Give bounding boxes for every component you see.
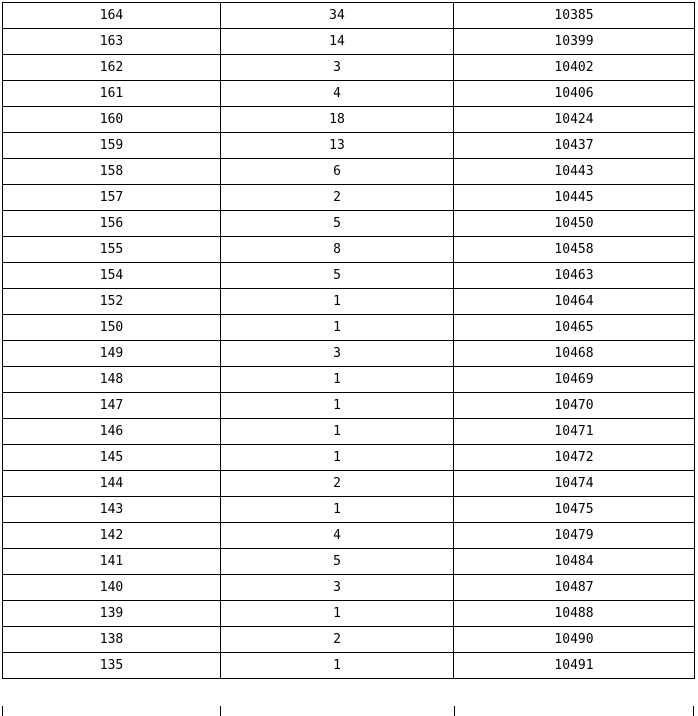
score-cell: 148 — [3, 367, 221, 393]
table-continuation — [2, 706, 694, 716]
column-divider — [220, 706, 221, 716]
score-cell: 143 — [3, 497, 221, 523]
score-cell: 150 — [3, 315, 221, 341]
count-cell: 1 — [221, 315, 454, 341]
table-row — [3, 159, 695, 185]
score-cell: 162 — [3, 55, 221, 81]
cumulative-cell: 10402 — [454, 55, 695, 81]
count-cell: 2 — [221, 185, 454, 211]
table-row — [3, 445, 695, 471]
score-cell: 146 — [3, 419, 221, 445]
table-row — [3, 107, 695, 133]
count-cell: 34 — [221, 3, 454, 29]
score-cell: 157 — [3, 185, 221, 211]
count-cell: 1 — [221, 367, 454, 393]
count-cell: 1 — [221, 601, 454, 627]
cumulative-cell: 10450 — [454, 211, 695, 237]
score-cell: 149 — [3, 341, 221, 367]
table-row — [3, 55, 695, 81]
table-row — [3, 81, 695, 107]
score-cell: 163 — [3, 29, 221, 55]
count-cell: 5 — [221, 263, 454, 289]
score-cell: 142 — [3, 523, 221, 549]
cumulative-cell: 10443 — [454, 159, 695, 185]
table-row — [3, 471, 695, 497]
count-cell: 13 — [221, 133, 454, 159]
table-row — [3, 393, 695, 419]
cumulative-cell: 10487 — [454, 575, 695, 601]
cumulative-cell: 10470 — [454, 393, 695, 419]
table-row — [3, 263, 695, 289]
score-cell: 154 — [3, 263, 221, 289]
cumulative-cell: 10491 — [454, 653, 695, 679]
table-row — [3, 575, 695, 601]
table-row — [3, 627, 695, 653]
cumulative-cell: 10437 — [454, 133, 695, 159]
count-cell: 6 — [221, 159, 454, 185]
count-cell: 18 — [221, 107, 454, 133]
score-cell: 152 — [3, 289, 221, 315]
cumulative-cell: 10464 — [454, 289, 695, 315]
score-cell: 138 — [3, 627, 221, 653]
cumulative-cell: 10479 — [454, 523, 695, 549]
score-cell: 135 — [3, 653, 221, 679]
cumulative-cell: 10484 — [454, 549, 695, 575]
count-cell: 3 — [221, 55, 454, 81]
table-row — [3, 367, 695, 393]
score-cell: 145 — [3, 445, 221, 471]
count-cell: 1 — [221, 419, 454, 445]
table-row — [3, 601, 695, 627]
cumulative-cell: 10445 — [454, 185, 695, 211]
count-cell: 1 — [221, 393, 454, 419]
cumulative-cell: 10424 — [454, 107, 695, 133]
count-cell: 14 — [221, 29, 454, 55]
cumulative-cell: 10406 — [454, 81, 695, 107]
score-cell: 141 — [3, 549, 221, 575]
count-cell: 2 — [221, 471, 454, 497]
table-row — [3, 3, 695, 29]
count-cell: 2 — [221, 627, 454, 653]
score-cell: 161 — [3, 81, 221, 107]
table-row — [3, 341, 695, 367]
count-cell: 3 — [221, 341, 454, 367]
cumulative-cell: 10469 — [454, 367, 695, 393]
table-row — [3, 29, 695, 55]
score-cell: 159 — [3, 133, 221, 159]
cumulative-cell: 10471 — [454, 419, 695, 445]
score-table-container — [2, 2, 694, 679]
cumulative-cell: 10399 — [454, 29, 695, 55]
score-cell: 139 — [3, 601, 221, 627]
score-cell: 164 — [3, 3, 221, 29]
cumulative-cell: 10465 — [454, 315, 695, 341]
cumulative-cell: 10488 — [454, 601, 695, 627]
table-row — [3, 497, 695, 523]
table-row — [3, 315, 695, 341]
count-cell: 1 — [221, 445, 454, 471]
count-cell: 5 — [221, 549, 454, 575]
score-cell: 144 — [3, 471, 221, 497]
table-row — [3, 185, 695, 211]
table-row — [3, 419, 695, 445]
column-divider — [454, 706, 455, 716]
count-cell: 1 — [221, 497, 454, 523]
score-cell: 147 — [3, 393, 221, 419]
cumulative-cell: 10458 — [454, 237, 695, 263]
table-row — [3, 211, 695, 237]
cumulative-cell: 10472 — [454, 445, 695, 471]
table-row — [3, 289, 695, 315]
count-cell: 4 — [221, 523, 454, 549]
cumulative-cell: 10385 — [454, 3, 695, 29]
table-row — [3, 133, 695, 159]
table-row — [3, 523, 695, 549]
count-cell: 5 — [221, 211, 454, 237]
count-cell: 1 — [221, 653, 454, 679]
cumulative-cell: 10475 — [454, 497, 695, 523]
table-row — [3, 237, 695, 263]
cumulative-cell: 10490 — [454, 627, 695, 653]
score-table — [2, 2, 695, 679]
score-cell: 155 — [3, 237, 221, 263]
count-cell: 8 — [221, 237, 454, 263]
score-cell: 160 — [3, 107, 221, 133]
cumulative-cell: 10468 — [454, 341, 695, 367]
table-row — [3, 653, 695, 679]
score-cell: 140 — [3, 575, 221, 601]
score-cell: 158 — [3, 159, 221, 185]
score-table-body — [3, 3, 695, 679]
score-cell: 156 — [3, 211, 221, 237]
count-cell: 1 — [221, 289, 454, 315]
table-row — [3, 549, 695, 575]
count-cell: 4 — [221, 81, 454, 107]
cumulative-cell: 10474 — [454, 471, 695, 497]
cumulative-cell: 10463 — [454, 263, 695, 289]
count-cell: 3 — [221, 575, 454, 601]
